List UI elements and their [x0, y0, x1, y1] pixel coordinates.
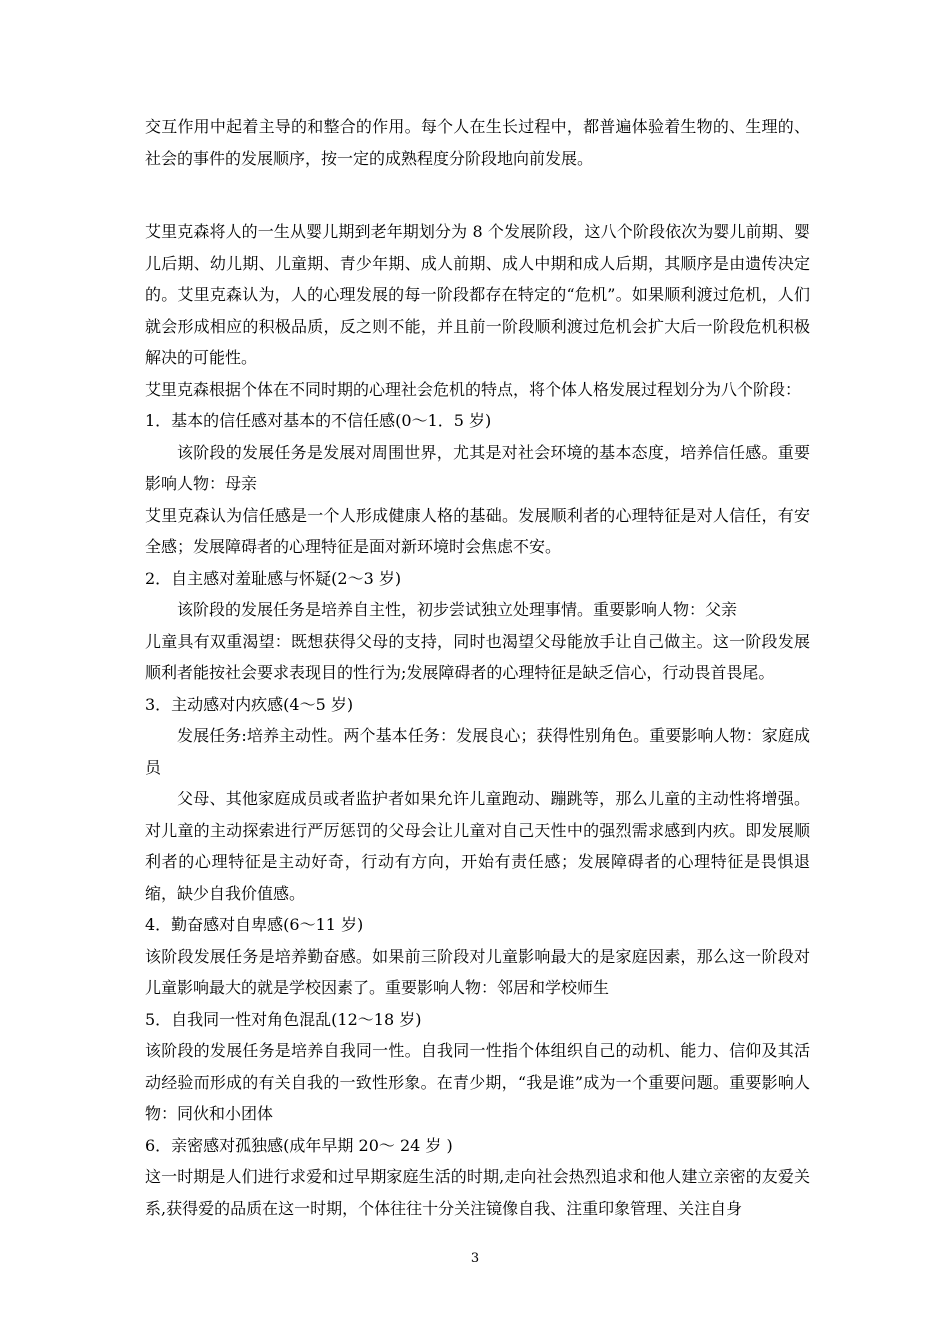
paragraph: 5．自我同一性对角色混乱(12～18 岁) [145, 1009, 422, 1029]
paragraph: 该阶段的发展任务是培养自主性，初步尝试独立处理事情。重要影响人物：父亲 [177, 600, 738, 619]
paragraph: 父母、其他家庭成员或者监护者如果允许儿童跑动、蹦跳等，那么儿童的主动性将增强。对儿童的主动探索进行严厉惩罚的父母会让儿童对自己天性中的强烈需求感到内疚。即发展顺利者的心理特征是主动好奇，行动有方向，开始有责任感；发展障碍者的心理特征是畏惧退缩，缺少自我价值感。 [145, 789, 810, 903]
paragraph: 4．勤奋感对自卑感(6～11 岁) [145, 915, 364, 934]
paragraph: 艾里克森根据个体在不同时期的心理社会危机的特点，将个体人格发展过程划分为八个阶段： [145, 379, 802, 399]
paragraph: 该阶段的发展任务是培养自我同一性。自我同一性指个体组织自己的动机、能力、信仰及其活动经验而形成的有关自我的一致性形象。在青少期，“我是谁”成为一个重要问题。重要影响人物：同伙和小团体 [145, 1041, 810, 1123]
paragraph: 艾里克森认为信任感是一个人形成健康人格的基础。发展顺利者的心理特征是对人信任，有安全感；发展障碍者的心理特征是面对新环境时会焦虑不安。 [145, 505, 810, 556]
paragraph: 交互作用中起着主导的和整合的作用。每个人在生长过程中，都普遍体验着生物的、生理的、社会的事件的发展顺序，按一定的成熟程度分阶段地向前发展。 [145, 117, 810, 168]
paragraph: 发展任务:培养主动性。两个基本任务：发展良心；获得性别角色。重要影响人物：家庭成员 [145, 726, 810, 777]
paragraph: 3．主动感对内疚感(4～5 岁) [145, 694, 354, 714]
paragraph: 2．自主感对羞耻感与怀疑(2～3 岁) [145, 568, 402, 588]
paragraph: 这一时期是人们进行求爱和过早期家庭生活的时期,走向社会热烈追求和他人建立亲密的友爱关系,获得爱的品质在这一时期，个体往往十分关注镜像自我、注重印象管理、关注自身 [145, 1167, 810, 1218]
body-text [145, 111, 810, 1224]
paragraph: 1．基本的信任感对基本的不信任感(0～1．5 岁) [145, 411, 492, 430]
paragraph-gap [145, 174, 810, 216]
paragraph: 儿童具有双重渴望：既想获得父母的支持，同时也渴望父母能放手让自己做主。这一阶段发展顺利者能按社会要求表现目的性行为;发展障碍者的心理特征是缺乏信心，行动畏首畏尾。 [145, 631, 810, 682]
page-number: 3 [470, 1251, 480, 1266]
paragraph: 6．亲密感对孤独感(成年早期 20～ 24 岁 ) [145, 1135, 453, 1155]
paragraph: 该阶段发展任务是培养勤奋感。如果前三阶段对儿童影响最大的是家庭因素，那么这一阶段对儿童影响最大的就是学校因素了。重要影响人物：邻居和学校师生 [145, 946, 810, 997]
paragraph: 艾里克森将人的一生从婴儿期到老年期划分为 8 个发展阶段，这八个阶段依次为婴儿前期、婴儿后期、幼儿期、儿童期、青少年期、成人前期、成人中期和成人后期，其顺序是由遗传决定的。艾里克森认为，人的心理发展的每一阶段都存在特定的“危机”。如果顺利渡过危机，人们就会形成相应的积极品质，反之则不能，并且前一阶段顺利渡过危机会扩大后一阶段危机积极解决的可能性。 [145, 222, 810, 367]
paragraph: 该阶段的发展任务是发展对周围世界，尤其是对社会环境的基本态度，培养信任感。重要影响人物：母亲 [145, 442, 810, 493]
